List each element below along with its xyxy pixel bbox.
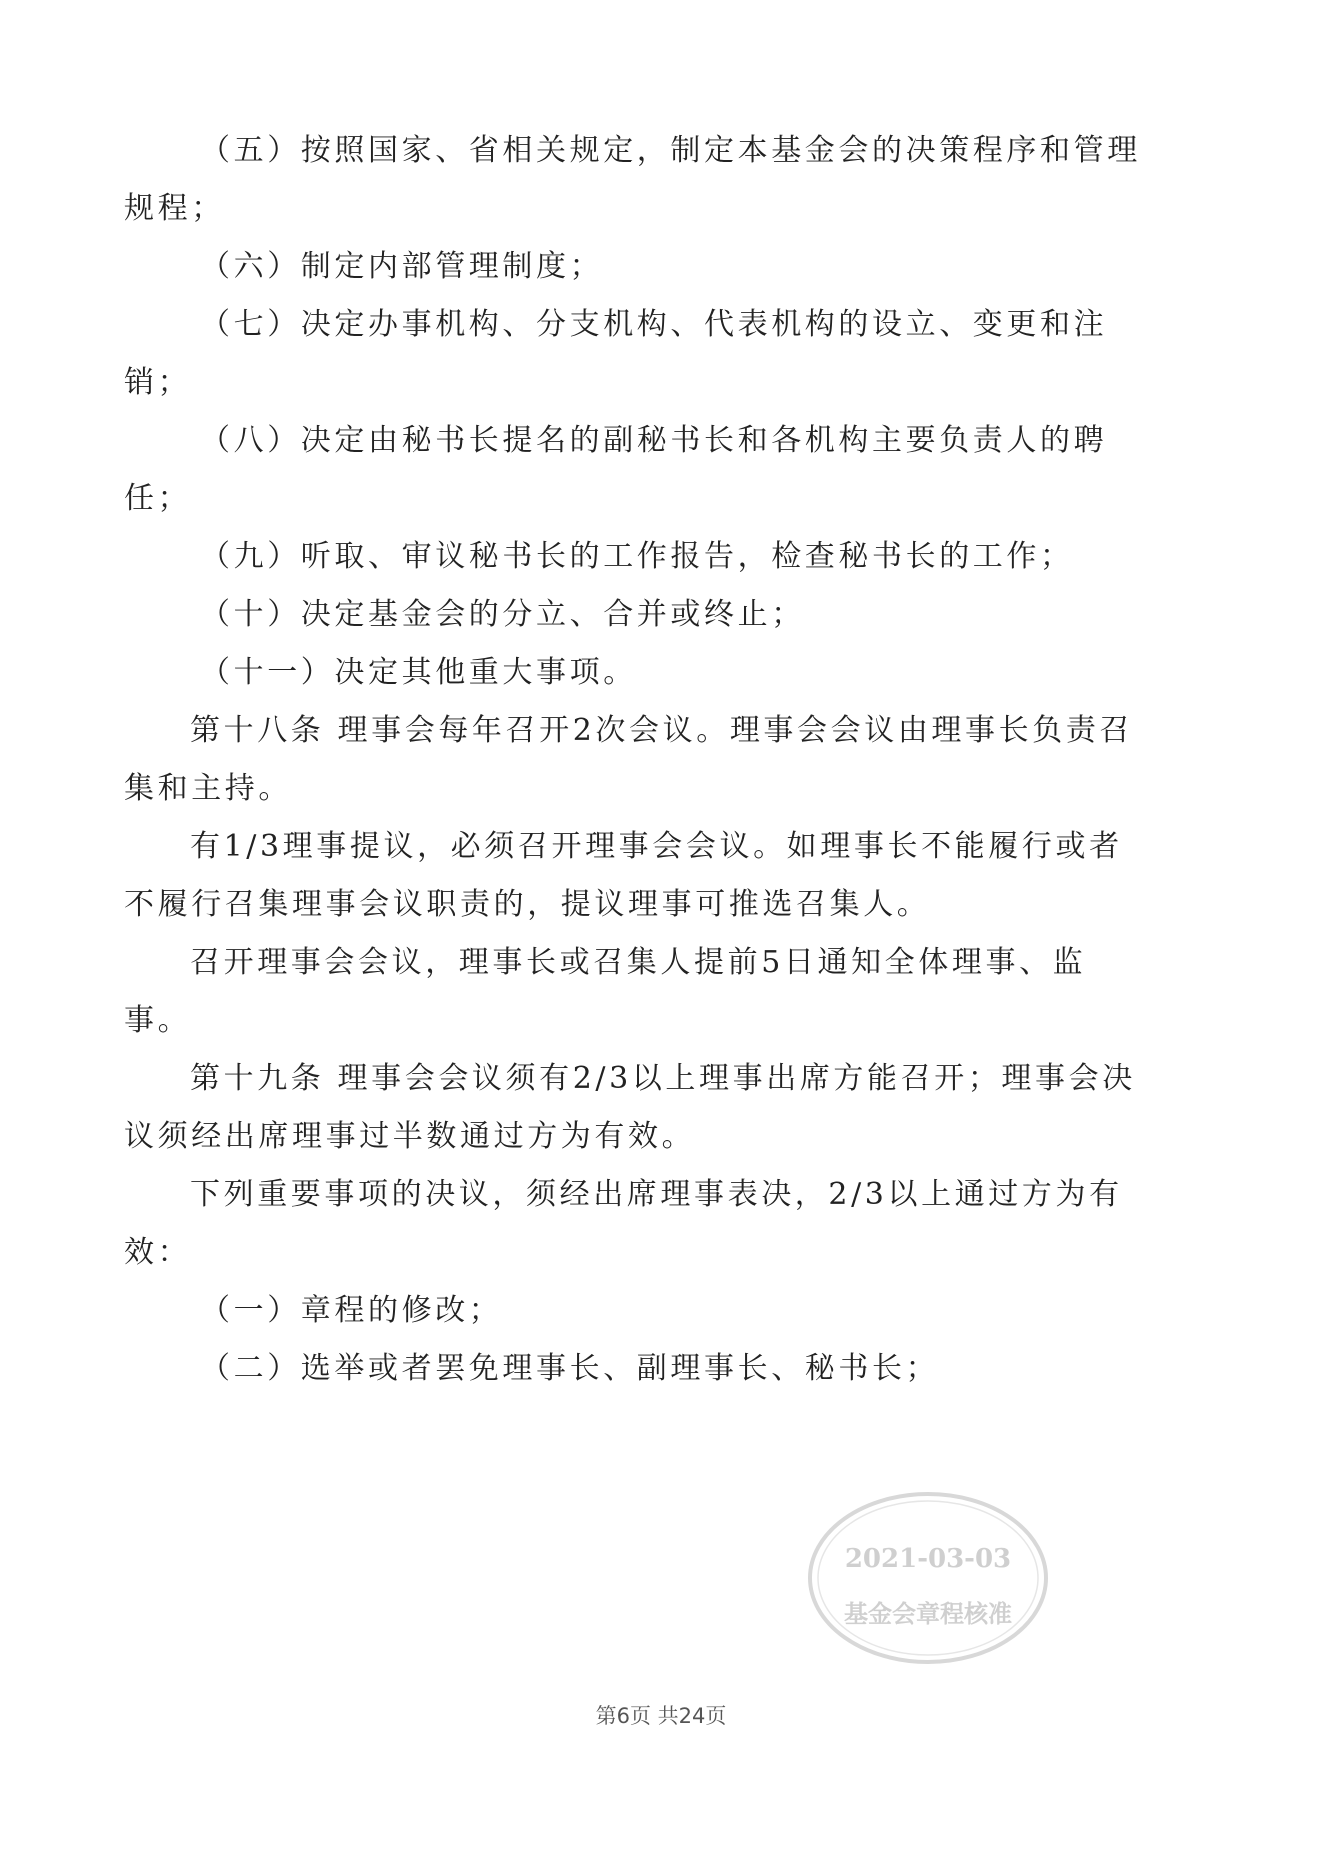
text-line: 不履行召集理事会议职责的，提议理事可推选召集人。 (124, 887, 931, 922)
text-line: 规程； (124, 191, 225, 226)
text-line: （五）按照国家、省相关规定，制定本基金会的决策程序和管理 (200, 133, 1141, 168)
text-line: （二）选举或者罢免理事长、副理事长、秘书长； (200, 1351, 940, 1386)
text-line: 集和主持。 (124, 771, 292, 806)
stamp-ring-icon (806, 1490, 1050, 1666)
text-line: 销； (124, 365, 192, 400)
text-line: 第十九条 理事会会议须有2/3以上理事出席方能召开；理事会决 (190, 1061, 1136, 1096)
text-line: 下列重要事项的决议，须经出席理事表决，2/3以上通过方为有 (190, 1177, 1123, 1212)
text-line: 任； (124, 481, 192, 516)
text-line: 有1/3理事提议，必须召开理事会会议。如理事长不能履行或者 (190, 829, 1123, 864)
stamp-label: 基金会章程核准 (844, 1599, 1012, 1628)
text-line: （一）章程的修改； (200, 1293, 503, 1328)
text-line: 召开理事会会议，理事长或召集人提前5日通知全体理事、监 (190, 945, 1087, 980)
text-line: （九）听取、审议秘书长的工作报告，检查秘书长的工作； (200, 539, 1074, 574)
text-line: （十一）决定其他重大事项。 (200, 655, 637, 690)
text-line: 议须经出席理事过半数通过方为有效。 (124, 1119, 696, 1154)
text-line: （八）决定由秘书长提名的副秘书长和各机构主要负责人的聘 (200, 423, 1108, 458)
approval-stamp (806, 1490, 1050, 1666)
text-line: （十）决定基金会的分立、合并或终止； (200, 597, 805, 632)
text-line: 效： (124, 1235, 192, 1270)
text-line: （六）制定内部管理制度； (200, 249, 604, 284)
text-line: 事。 (124, 1003, 192, 1038)
document-body (124, 122, 1141, 1398)
text-line: （七）决定办事机构、分支机构、代表机构的设立、变更和注 (200, 307, 1108, 342)
page-number-footer: 第6页 共24页 (595, 1704, 727, 1728)
text-line: 第十八条 理事会每年召开2次会议。理事会会议由理事长负责召 (190, 713, 1134, 748)
stamp-date: 2021-03-03 (844, 1544, 1012, 1574)
